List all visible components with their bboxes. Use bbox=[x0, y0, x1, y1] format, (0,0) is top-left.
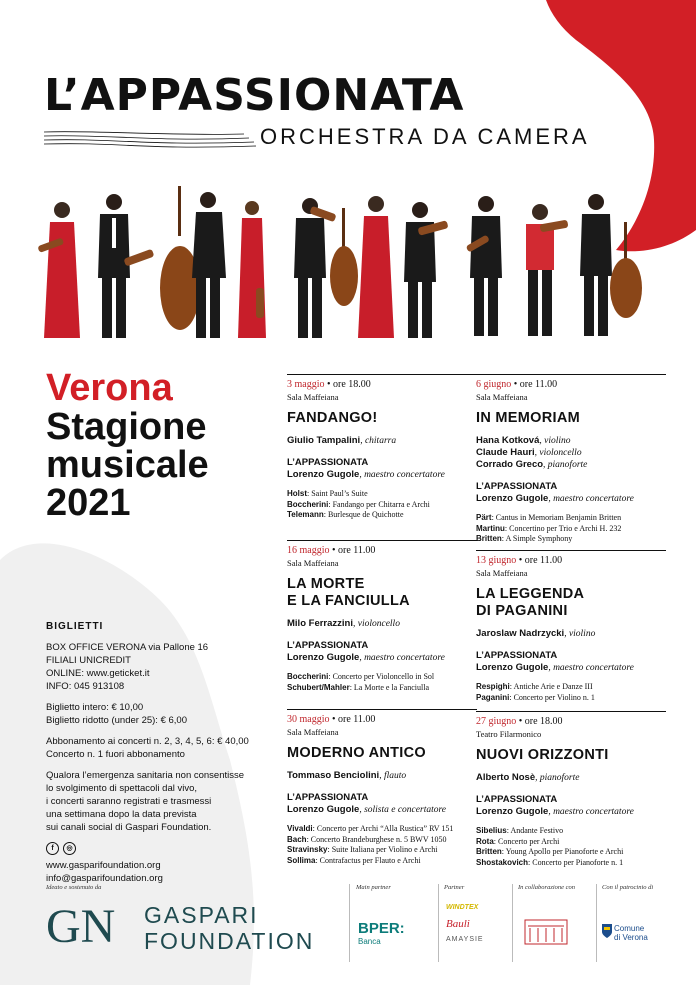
conductor bbox=[476, 662, 666, 674]
website-link[interactable]: www.gasparifoundation.org bbox=[46, 860, 161, 871]
concert-day: 3 maggio bbox=[287, 379, 325, 390]
conductor bbox=[287, 652, 477, 664]
divider bbox=[596, 884, 597, 962]
concert-day: 6 giugno bbox=[476, 379, 512, 390]
performer-name: Tommaso Benciolini bbox=[287, 770, 380, 781]
program-item bbox=[287, 824, 477, 835]
conductor-role: , maestro concertatore bbox=[359, 470, 445, 480]
composer: Vivaldi bbox=[287, 824, 313, 833]
composer: Britten bbox=[476, 847, 502, 856]
concert-title-line: MODERNO ANTICO bbox=[287, 745, 426, 761]
work: : Saint Paul’s Suite bbox=[307, 489, 368, 498]
concert-venue: Sala Maffeiana bbox=[287, 558, 339, 568]
concert-date bbox=[476, 379, 666, 390]
composer: Sollima bbox=[287, 855, 316, 865]
concert-title bbox=[287, 410, 477, 427]
composer: Pärt bbox=[476, 513, 492, 522]
program-item bbox=[476, 693, 666, 704]
collab-label: In collaborazione con bbox=[518, 884, 576, 891]
partner-label: Partner bbox=[444, 884, 465, 891]
concert-date bbox=[287, 545, 477, 556]
program-item bbox=[476, 837, 666, 848]
program-item bbox=[476, 858, 666, 869]
social-icons bbox=[46, 842, 286, 855]
partner-logos bbox=[446, 900, 510, 948]
musician-violinist-3 bbox=[238, 201, 266, 338]
gn-logo-text: GN bbox=[46, 900, 116, 953]
musician-violinist-4 bbox=[294, 198, 337, 338]
conductor-role: , maestro concertatore bbox=[548, 807, 634, 817]
performer bbox=[476, 459, 666, 471]
work: : Concertino per Trio e Archi H. 232 bbox=[504, 523, 622, 533]
bper-sub: Banca bbox=[358, 937, 381, 946]
concert-venue: Teatro Filarmonico bbox=[476, 729, 542, 739]
conductor bbox=[287, 804, 477, 816]
conductor-name: Lorenzo Gugole bbox=[476, 662, 549, 673]
season-year: 2021 bbox=[46, 482, 131, 524]
work: : Concerto per Violino n. 1 bbox=[509, 692, 595, 702]
performer bbox=[476, 447, 666, 459]
page-title: L’APPASSIONATA bbox=[44, 70, 465, 121]
composer: Boccherini bbox=[287, 499, 329, 509]
program-item bbox=[476, 534, 666, 545]
orchestra-name: L’APPASSIONATA bbox=[287, 457, 369, 468]
program-list bbox=[287, 672, 477, 693]
work: : Contrafactus per Flauto e Archi bbox=[315, 855, 421, 865]
concert-time: • ore 18.00 bbox=[516, 716, 563, 727]
concert-time: • ore 18.00 bbox=[324, 379, 371, 390]
performer-name: Milo Ferrazzini bbox=[287, 618, 353, 629]
concert-venue: Sala Maffeiana bbox=[287, 727, 339, 737]
program-item bbox=[287, 856, 477, 867]
comune-line-1: Comune bbox=[614, 924, 645, 933]
composer: Respighi bbox=[476, 682, 510, 691]
notice-line: i concerti saranno registrati e trasmessi bbox=[46, 796, 212, 807]
performer bbox=[476, 435, 666, 447]
comune-line-2: di Verona bbox=[614, 933, 648, 942]
performer-role: , violoncello bbox=[534, 448, 582, 458]
concert-time: • ore 11.00 bbox=[329, 714, 376, 725]
ticket-line: ONLINE: www.geticket.it bbox=[46, 668, 150, 679]
concert-time: • ore 11.00 bbox=[516, 555, 563, 566]
notice-line: Qualora l’emergenza sanitaria non consentisse bbox=[46, 770, 245, 781]
divider bbox=[438, 884, 439, 962]
musician-violinist-7 bbox=[526, 204, 568, 336]
work: : La Morte e la Fanciulla bbox=[349, 682, 429, 692]
composer: Telemann bbox=[287, 510, 324, 519]
bauli-logo: Bauli bbox=[446, 918, 470, 930]
performer bbox=[476, 772, 666, 784]
performer bbox=[287, 435, 477, 447]
email-link[interactable]: info@gasparifoundation.org bbox=[46, 873, 163, 884]
performer-role: , pianoforte bbox=[543, 460, 588, 470]
gn-logo bbox=[46, 898, 136, 954]
orchestra-name: L’APPASSIONATA bbox=[476, 794, 558, 805]
performer-name: Hana Kotková bbox=[476, 435, 540, 446]
program-item bbox=[287, 683, 477, 694]
ticket-line: BOX OFFICE VERONA via Pallone 16 bbox=[46, 642, 209, 653]
season-line-1: Stagione bbox=[46, 406, 207, 448]
performer bbox=[287, 618, 477, 630]
program-list bbox=[476, 826, 666, 868]
comune-shield-icon bbox=[602, 924, 612, 938]
concert-day: 13 giugno bbox=[476, 555, 517, 566]
musicians-photo bbox=[20, 178, 660, 348]
theatre-logo bbox=[524, 916, 568, 946]
program-item bbox=[476, 682, 666, 693]
work: : Fandango per Chitarra e Archi bbox=[328, 499, 430, 509]
notice-line: una settimana dopo la data prevista bbox=[46, 809, 197, 820]
concert-block bbox=[476, 711, 666, 868]
program-item bbox=[287, 835, 477, 846]
performer-role: , violoncello bbox=[352, 619, 400, 629]
musician-cellist-2 bbox=[580, 194, 642, 336]
concert-title bbox=[287, 576, 477, 610]
performer-name: Jaroslaw Nadrzycki bbox=[476, 628, 565, 639]
conductor-name: Lorenzo Gugole bbox=[287, 469, 360, 480]
conductor-role: , maestro concertatore bbox=[548, 494, 634, 504]
header bbox=[44, 70, 604, 149]
conductor-role: , solista e concertatore bbox=[359, 805, 447, 815]
work: : Concerto Brandeburghese n. 5 BWV 1050 bbox=[306, 834, 447, 844]
comune-logo bbox=[614, 924, 648, 942]
composer: Martinu bbox=[476, 523, 505, 533]
musician-violist bbox=[358, 196, 394, 338]
composer: Bach bbox=[287, 834, 307, 844]
concert-day: 27 giugno bbox=[476, 716, 517, 727]
composer: Stravinsky bbox=[287, 845, 328, 854]
musician-violinist-2 bbox=[98, 194, 154, 338]
orchestra-name: L’APPASSIONATA bbox=[287, 640, 369, 651]
concert-time: • ore 11.00 bbox=[511, 379, 558, 390]
concert-date bbox=[476, 555, 666, 566]
musician-violinist-5 bbox=[404, 202, 449, 338]
program-list bbox=[287, 824, 477, 866]
concert-block bbox=[476, 374, 666, 545]
divider bbox=[349, 884, 350, 962]
concert-title bbox=[287, 745, 477, 762]
concert-venue: Sala Maffeiana bbox=[287, 392, 339, 402]
program-item bbox=[476, 513, 666, 524]
conductor-role: , maestro concertatore bbox=[359, 653, 445, 663]
concert-time: • ore 11.00 bbox=[329, 545, 376, 556]
work: : Antiche Arie e Danze III bbox=[509, 682, 593, 691]
concert-title-line: FANDANGO! bbox=[287, 410, 378, 426]
season-heading bbox=[46, 368, 276, 522]
composer: Boccherini bbox=[287, 672, 329, 681]
work: : Concerto per Violoncello in Sol bbox=[328, 672, 435, 681]
work: : Andante Festivo bbox=[506, 826, 564, 835]
work: : Cantus in Memoriam Benjamin Britten bbox=[491, 513, 622, 522]
program-item bbox=[287, 510, 477, 521]
concert-title bbox=[476, 747, 666, 764]
performer-name: Alberto Nosè bbox=[476, 772, 536, 783]
program-item bbox=[287, 672, 477, 683]
program-item bbox=[476, 826, 666, 837]
bper-name: BPER: bbox=[358, 920, 405, 937]
tickets-info bbox=[46, 620, 286, 885]
composer: Schubert/Mahler bbox=[287, 682, 350, 692]
composer: Sibelius bbox=[476, 826, 507, 835]
orchestra-name: L’APPASSIONATA bbox=[476, 481, 558, 492]
conductor-name: Lorenzo Gugole bbox=[476, 806, 549, 817]
conductor-name: Lorenzo Gugole bbox=[287, 652, 360, 663]
concert-title-line: LA LEGGENDA bbox=[476, 586, 585, 602]
facebook-icon[interactable]: f bbox=[46, 842, 59, 855]
performer bbox=[287, 770, 477, 782]
concert-venue: Sala Maffeiana bbox=[476, 568, 528, 578]
program-item bbox=[287, 845, 477, 856]
staff-lines bbox=[44, 128, 264, 150]
gaspari-line-1: GASPARI bbox=[144, 902, 259, 928]
city-name: Verona bbox=[46, 367, 173, 409]
concert-title-line: LA MORTE bbox=[287, 576, 365, 592]
performer-name: Claude Hauri bbox=[476, 447, 535, 458]
performer-role: , pianoforte bbox=[535, 773, 580, 783]
program-item bbox=[476, 847, 666, 858]
ticket-price: Biglietto intero: € 10,00 bbox=[46, 702, 144, 713]
performer-role: , violino bbox=[539, 436, 571, 446]
ideato-label: Ideato e sostenuto da bbox=[46, 884, 102, 891]
performer-name: Giulio Tampalini bbox=[287, 435, 361, 446]
performer-name: Corrado Greco bbox=[476, 459, 544, 470]
program-item bbox=[287, 489, 477, 500]
concert-title-line: DI PAGANINI bbox=[476, 603, 568, 619]
ticket-price: Biglietto ridotto (under 25): € 6,00 bbox=[46, 715, 188, 726]
notice-line: sui canali social di Gaspari Foundation. bbox=[46, 822, 212, 833]
performer-role: , flauto bbox=[379, 771, 407, 781]
concert-block bbox=[287, 709, 477, 866]
season-line-2: musicale bbox=[46, 444, 209, 486]
performer-role: , violino bbox=[564, 629, 596, 639]
notice-line: lo svolgimento di spettacoli dal vivo, bbox=[46, 783, 198, 794]
conductor-name: Lorenzo Gugole bbox=[476, 493, 549, 504]
composer: Holst bbox=[287, 489, 307, 498]
musician-cellist-1 bbox=[330, 208, 358, 306]
concert-date bbox=[476, 716, 666, 727]
patrocinio-label: Con il patrocinio di bbox=[602, 884, 654, 891]
concert-title bbox=[476, 586, 666, 620]
musician-violinist-1 bbox=[37, 202, 80, 338]
performer-role: , chitarra bbox=[360, 436, 397, 446]
concert-title-line: NUOVI ORIZZONTI bbox=[476, 747, 609, 763]
footer bbox=[46, 884, 656, 964]
performer bbox=[476, 628, 666, 640]
concert-day: 16 maggio bbox=[287, 545, 330, 556]
conductor bbox=[476, 806, 666, 818]
work: : Concerto per Archi bbox=[493, 836, 560, 846]
tickets-heading: BIGLIETTI bbox=[46, 621, 104, 632]
main-partner-label: Main partner bbox=[356, 884, 391, 891]
concert-block bbox=[476, 550, 666, 703]
concert-title-line: IN MEMORIAM bbox=[476, 410, 580, 426]
instagram-icon[interactable]: ◎ bbox=[63, 842, 76, 855]
gaspari-foundation-logo bbox=[144, 902, 314, 954]
bper-logo bbox=[358, 920, 405, 946]
work: : A Simple Symphony bbox=[501, 534, 573, 543]
composer: Shostakovich bbox=[476, 857, 529, 867]
work: : Burlesque de Quichotte bbox=[323, 510, 404, 519]
program-item bbox=[476, 524, 666, 535]
conductor-name: Lorenzo Gugole bbox=[287, 804, 360, 815]
concert-venue: Sala Maffeiana bbox=[476, 392, 528, 402]
orchestra-name: L’APPASSIONATA bbox=[287, 792, 369, 803]
subscription-line: Abbonamento ai concerti n. 2, 3, 4, 5, 6: € 40,00 bbox=[46, 736, 249, 747]
work: : Suite Italiana per Violino e Archi bbox=[327, 845, 438, 854]
program-item bbox=[287, 500, 477, 511]
ticket-line: FILIALI UNICREDIT bbox=[46, 655, 131, 666]
page-subtitle: ORCHESTRA DA CAMERA bbox=[260, 124, 590, 149]
work: : Young Apollo per Pianoforte e Archi bbox=[501, 847, 624, 856]
musician-bassist bbox=[160, 186, 226, 338]
composer: Rota bbox=[476, 836, 494, 846]
subscription-line: Concerto n. 1 fuori abbonamento bbox=[46, 749, 185, 760]
orchestra-name: L’APPASSIONATA bbox=[476, 650, 558, 661]
concert-day: 30 maggio bbox=[287, 714, 330, 725]
concert-title-line: E LA FANCIULLA bbox=[287, 593, 410, 609]
concert-title bbox=[476, 410, 666, 427]
work: : Concerto per Pianoforte n. 1 bbox=[528, 857, 624, 867]
work: : Concerto per Archi “Alla Rustica” RV 151 bbox=[312, 824, 454, 833]
concert-block bbox=[287, 540, 477, 693]
ticket-line: INFO: 045 913108 bbox=[46, 681, 125, 692]
program-list bbox=[476, 682, 666, 703]
program-list bbox=[287, 489, 477, 521]
windtex-logo: WINDTEX bbox=[446, 904, 479, 911]
conductor bbox=[287, 469, 477, 481]
composer: Paganini bbox=[476, 692, 510, 702]
conductor-role: , maestro concertatore bbox=[548, 663, 634, 673]
concert-date bbox=[287, 714, 477, 725]
amaysie-logo: AMAYSIE bbox=[446, 936, 484, 943]
divider bbox=[512, 884, 513, 962]
program-list bbox=[476, 513, 666, 545]
conductor bbox=[476, 493, 666, 505]
musician-violinist-6 bbox=[466, 196, 502, 336]
composer: Britten bbox=[476, 534, 502, 543]
concert-block bbox=[287, 374, 477, 521]
concert-date bbox=[287, 379, 477, 390]
gaspari-line-2: FOUNDATION bbox=[144, 928, 315, 954]
